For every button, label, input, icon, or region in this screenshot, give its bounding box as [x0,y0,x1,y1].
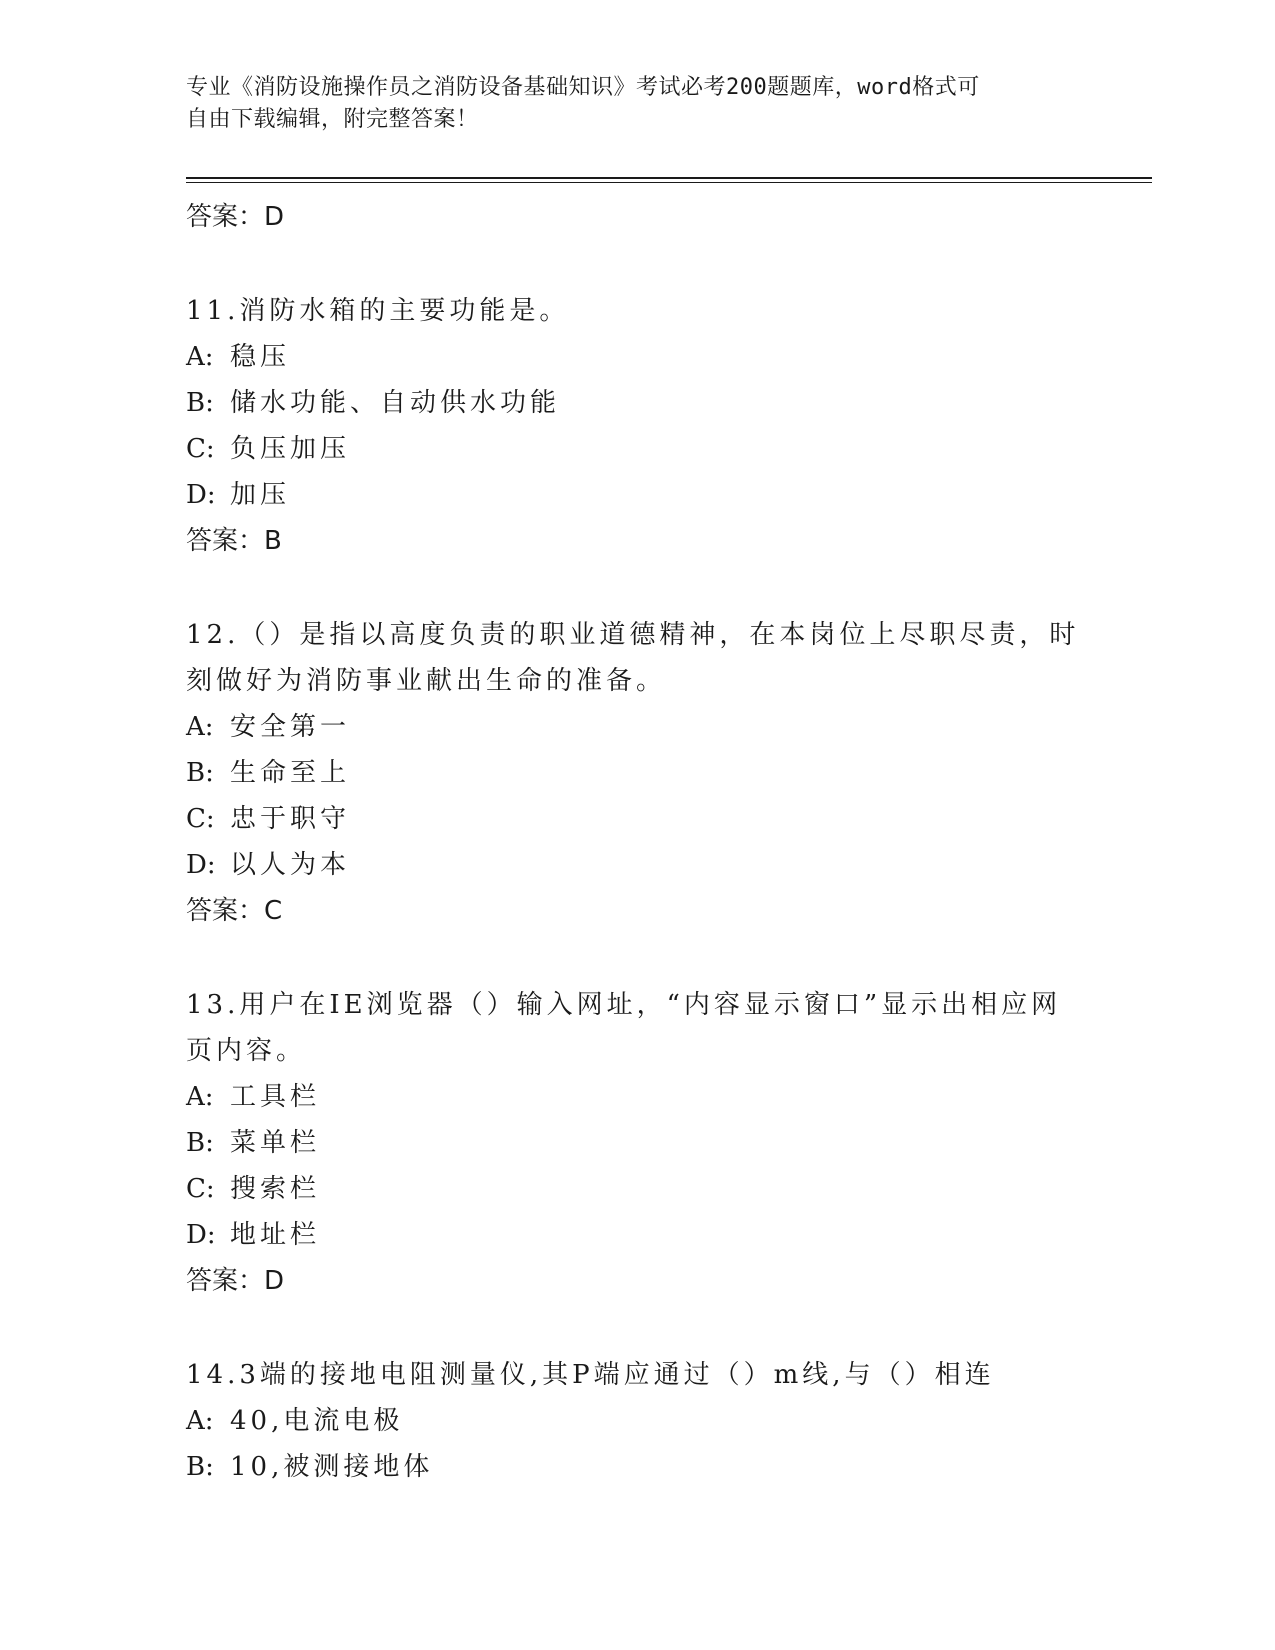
header-divider-thin [186,182,1152,183]
option-b: B: 储水功能、自动供水功能 [186,388,561,418]
question-11 [186,288,1086,564]
answer-line: 答案：C [186,896,283,926]
option-a: A: 工具栏 [186,1082,321,1112]
answer-line: 答案：D [186,1266,285,1296]
question-list [186,186,1086,1490]
option-b: B: 生命至上 [186,758,351,788]
option-c: C: 忠于职守 [186,804,351,834]
question-14 [186,1352,1086,1490]
option-a: A: 40,电流电极 [186,1406,404,1436]
question-text: 13.用户在IE浏览器（）输入网址，“内容显示窗口”显示出相应网页内容。 [186,990,1062,1066]
option-b: B: 10,被测接地体 [186,1452,434,1482]
previous-answer: 答案：D [186,202,285,232]
option-d: D: 地址栏 [186,1220,321,1250]
page-header [186,72,1066,136]
option-a: A: 安全第一 [186,712,351,742]
question-text: 14.3端的接地电阻测量仪,其P端应通过（）m线,与（）相连 [186,1360,995,1390]
option-d: D: 以人为本 [186,850,351,880]
option-d: D: 加压 [186,480,291,510]
option-c: C: 搜索栏 [186,1174,321,1204]
answer-line: 答案：B [186,526,282,556]
header-divider-thick [186,177,1152,179]
option-c: C: 负压加压 [186,434,351,464]
header-line-1: 专业《消防设施操作员之消防设备基础知识》考试必考200题题库，word格式可 [186,75,980,100]
question-13 [186,982,1086,1304]
option-a: A: 稳压 [186,342,291,372]
question-text: 11.消防水箱的主要功能是。 [186,296,570,326]
question-text: 12.（）是指以高度负责的职业道德精神，在本岗位上尽职尽责，时刻做好为消防事业献出生命的准备。 [186,620,1080,696]
option-b: B: 菜单栏 [186,1128,321,1158]
question-12 [186,612,1086,934]
header-line-2: 自由下载编辑，附完整答案！ [186,107,479,132]
